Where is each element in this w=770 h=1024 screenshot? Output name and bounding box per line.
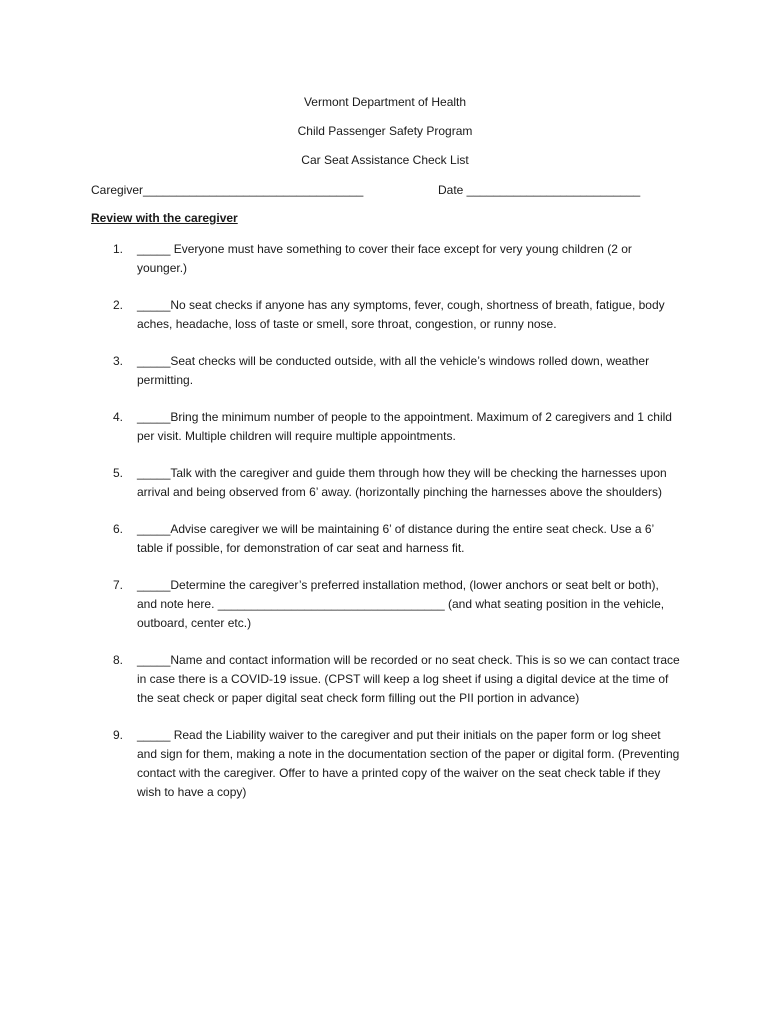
checklist-item: [0, 240, 770, 278]
item-text: _____Determine the caregiver’s preferred installation method, (lower anchors or seat belt or both), and note here. __________________________________ (and what seating position in the vehicle, outboard, center etc.): [137, 578, 665, 630]
checklist: [0, 240, 770, 820]
checklist-item: [0, 408, 770, 446]
caregiver-field[interactable]: Caregiver_________________________________: [91, 183, 364, 197]
item-text: _____No seat checks if anyone has any symptoms, fever, cough, shortness of breath, fatigue, body aches, headache, loss of taste or smell, sore throat, congestion, or runny nose.: [137, 298, 665, 331]
item-text: _____ Read the Liability waiver to the caregiver and put their initials on the paper form or log sheet and sign for them, making a note in the documentation section of the paper or digital form. (Preventing contact with the caregiver. Offer to have a printed copy of the waiver on the seat check table if they wish to have a copy): [137, 728, 680, 799]
item-number: 8.: [113, 653, 124, 667]
item-number: 6.: [113, 522, 124, 536]
checklist-item: [0, 651, 770, 708]
item-text: _____Advise caregiver we will be maintaining 6’ of distance during the entire seat check. Use a 6’ table if possible, for demonstration of car seat and harness fit.: [137, 522, 654, 555]
section-heading: Review with the caregiver: [91, 211, 238, 225]
checklist-item: [0, 464, 770, 502]
item-number: 9.: [113, 728, 124, 742]
checklist-item: [0, 726, 770, 802]
item-number: 5.: [113, 466, 124, 480]
item-number: 3.: [113, 354, 124, 368]
checklist-item: [0, 352, 770, 390]
form-fields: [91, 183, 691, 199]
document-title: Car Seat Assistance Check List: [301, 153, 469, 167]
item-number: 7.: [113, 578, 124, 592]
document-header: [0, 95, 770, 182]
checklist-item: [0, 576, 770, 633]
item-text: _____Bring the minimum number of people to the appointment. Maximum of 2 caregivers and 1 child per visit. Multiple children will require multiple appointments.: [137, 410, 672, 443]
item-text: _____ Everyone must have something to cover their face except for very young children (2 or younger.): [137, 242, 632, 275]
program-name: Child Passenger Safety Program: [297, 124, 473, 138]
item-number: 2.: [113, 298, 124, 312]
item-text: _____Talk with the caregiver and guide them through how they will be checking the harnesses upon arrival and being observed from 6’ away. (horizontally pinching the harnesses above the shoulders): [137, 466, 667, 499]
checklist-item: [0, 520, 770, 558]
item-text: _____Name and contact information will be recorded or no seat check. This is so we can contact trace in case there is a COVID-19 issue. (CPST will keep a log sheet if using a digital device at the time of the seat check or paper digital seat check form filling out the PII portion in advance): [137, 653, 680, 705]
department-name: Vermont Department of Health: [303, 95, 467, 109]
item-text: _____Seat checks will be conducted outside, with all the vehicle’s windows rolled down, weather permitting.: [137, 354, 650, 387]
date-field[interactable]: Date __________________________: [438, 183, 641, 197]
item-number: 4.: [113, 410, 124, 424]
item-number: 1.: [113, 242, 124, 256]
checklist-item: [0, 296, 770, 334]
